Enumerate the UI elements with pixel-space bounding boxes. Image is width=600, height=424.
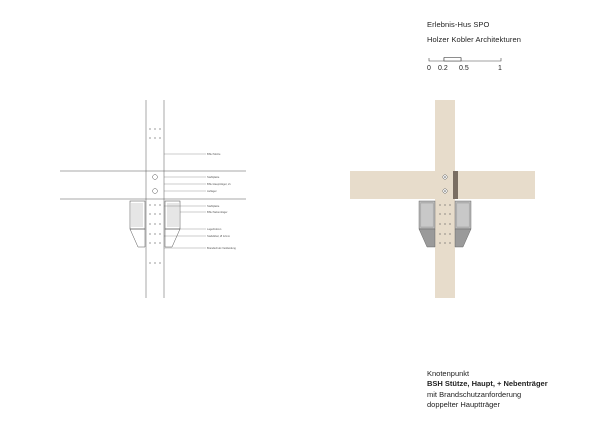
caption-subtitle: BSH Stütze, Haupt, + Nebenträger [427, 379, 548, 388]
annotation-label-5: Stahlplatte [207, 205, 220, 208]
annotation-label-7: Lagerbolzen [207, 228, 222, 231]
scale-label-1: 1 [498, 65, 502, 72]
annotation-label-2: Stahlplatte [207, 176, 220, 179]
scale-label-0-2: 0.2 [438, 65, 448, 72]
annotation-label-3: BSH Hauptträger, 2x [207, 183, 231, 186]
annotation-label-1: BSH Stütze [207, 153, 221, 156]
caption-title: Knotenpunkt [427, 369, 470, 378]
annotation-label-6: BSH Nebenträger [207, 211, 228, 214]
left-steel-bracket [419, 201, 435, 247]
project-title: Erlebnis-Hus SPO [427, 20, 490, 29]
scale-label-0-5: 0.5 [459, 65, 469, 72]
left-dowel-pattern [149, 128, 160, 263]
caption-fire-protection: mit Brandschutzanforderung [427, 390, 522, 399]
annotation-label-8: Stabdübel, Ø 12mm [207, 235, 231, 238]
line-drawing [60, 100, 246, 298]
beam-shadow [453, 171, 458, 199]
architect-name: Holzer Kobler Architekturen [427, 35, 521, 44]
caption-double-beam: doppelter Hauptträger [427, 400, 500, 409]
annotation-label-4: Auflager [207, 190, 217, 193]
annotation-label-9: Brandschutz-Verkleidung [207, 247, 236, 250]
annotation-labels [207, 152, 236, 250]
rendered-drawing [350, 100, 535, 298]
scale-bar [429, 58, 501, 62]
scale-label-0: 0 [427, 65, 431, 72]
right-steel-bracket [455, 201, 471, 247]
left-bracket-outline [130, 201, 145, 247]
right-bracket-outline [165, 201, 180, 247]
column [435, 100, 455, 298]
